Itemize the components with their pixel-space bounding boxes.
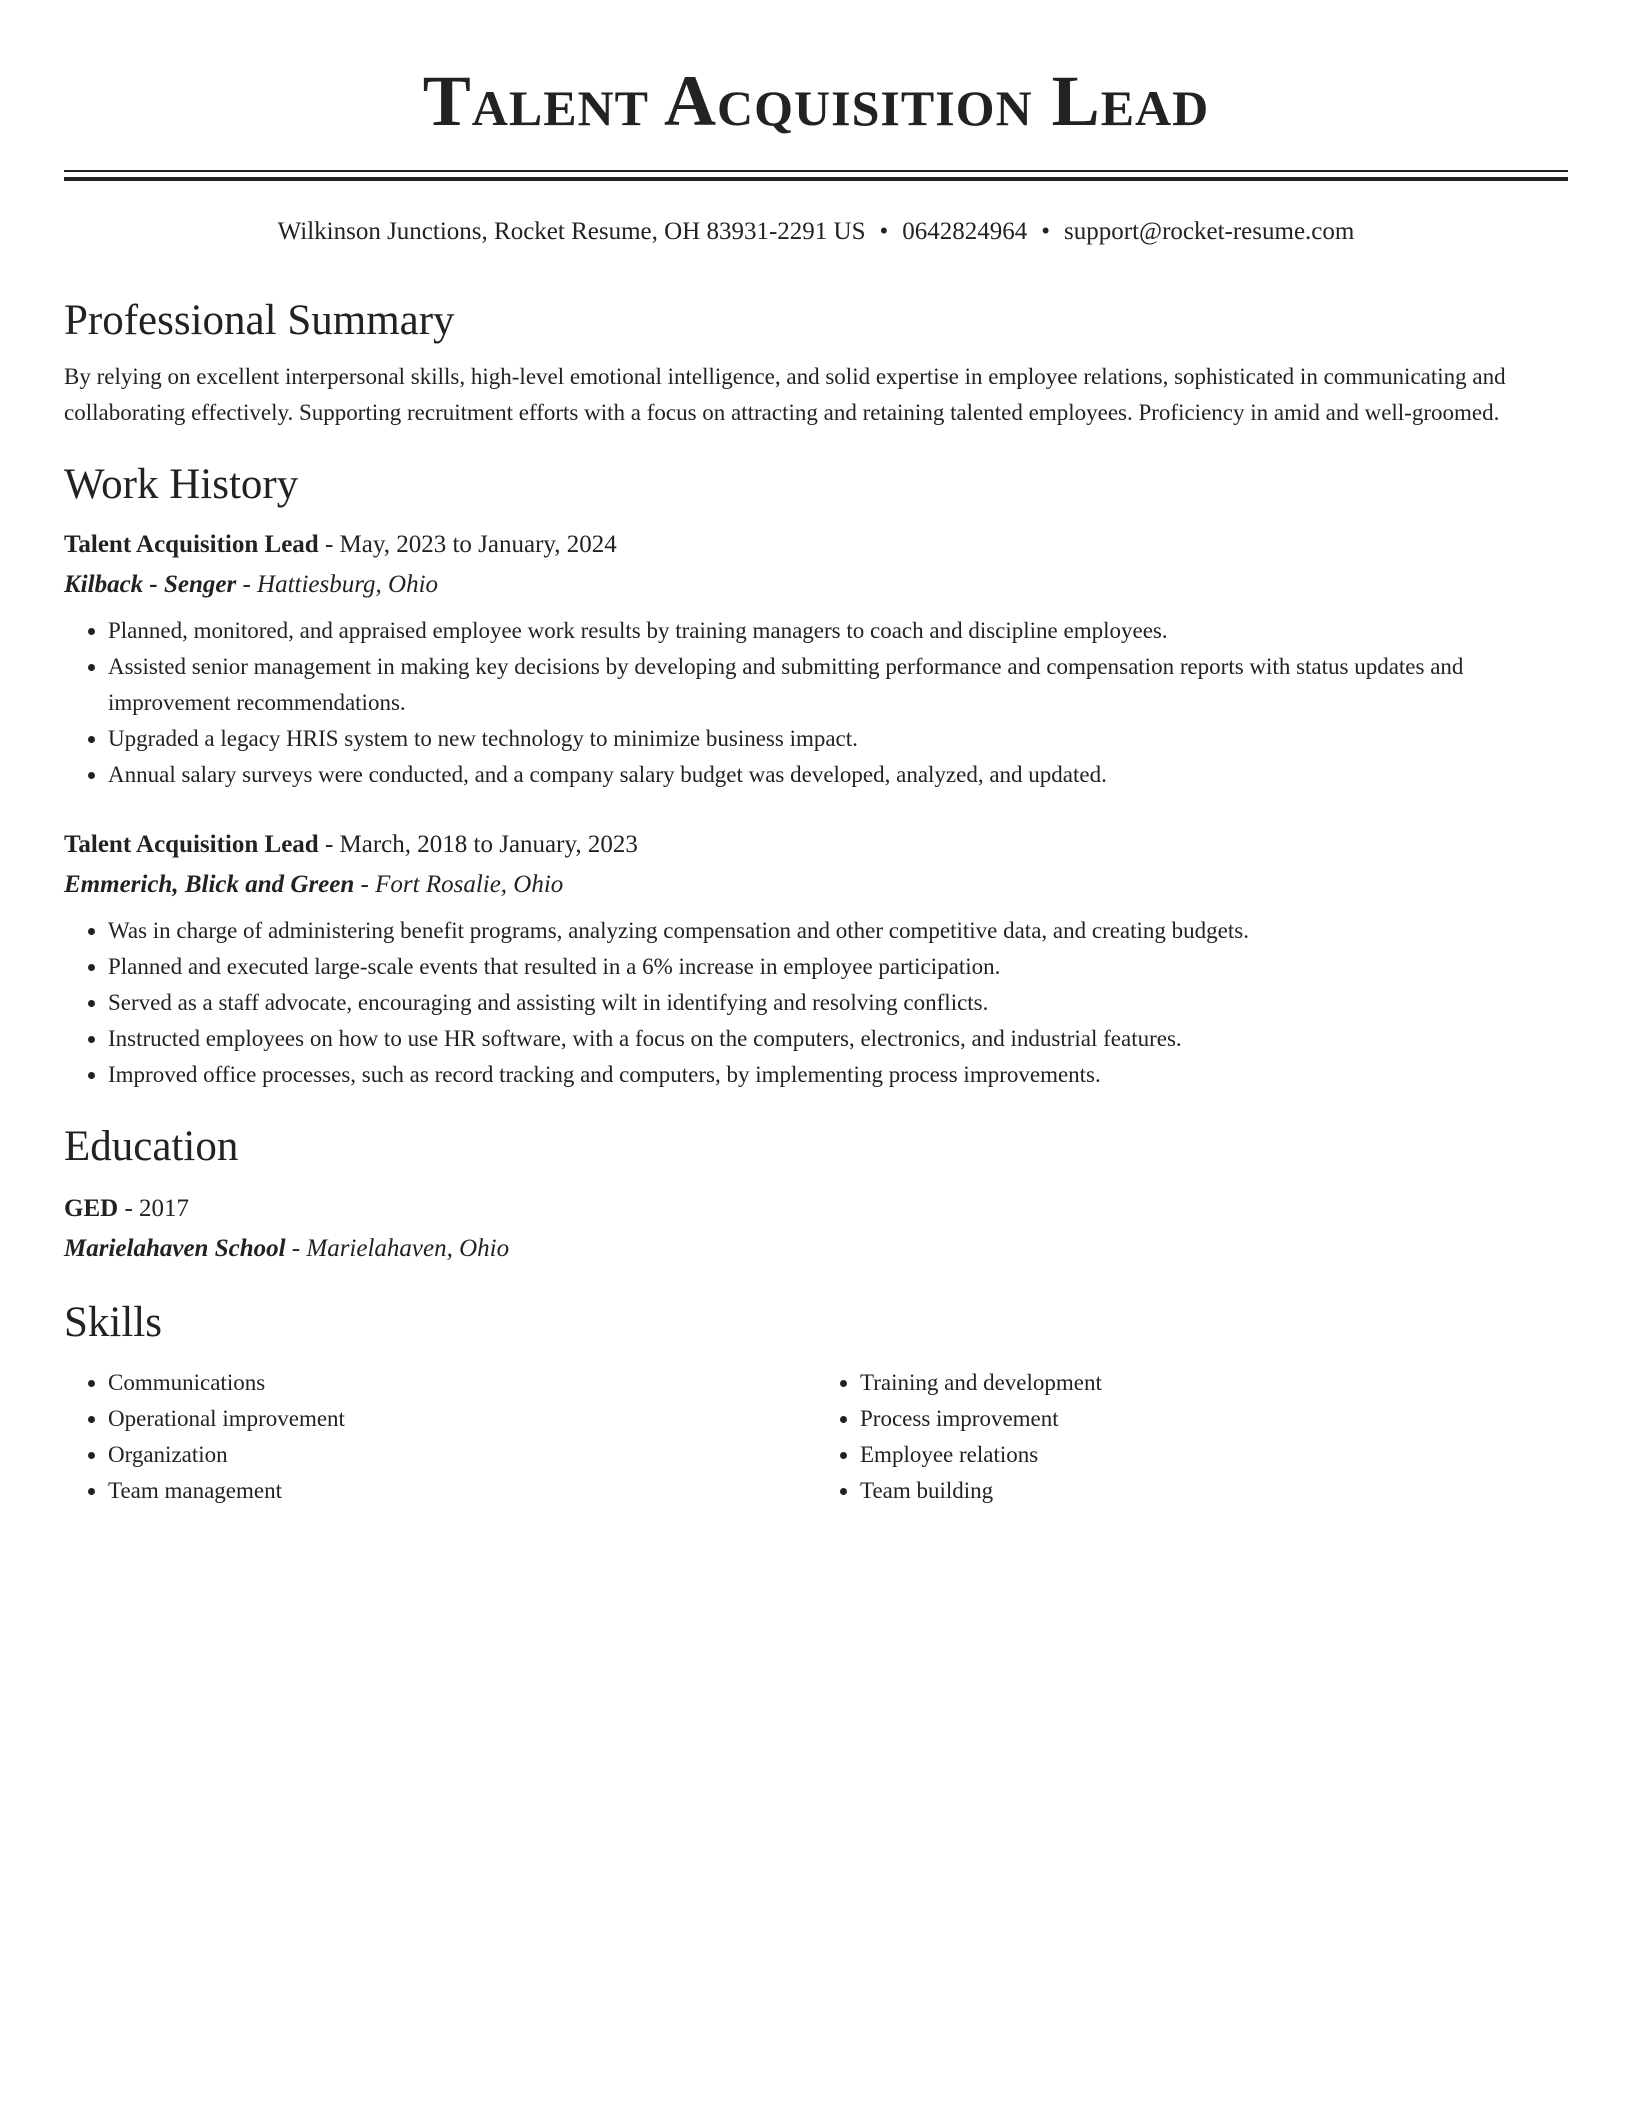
skill-item: • Team management	[108, 1473, 816, 1509]
contact-address: Wilkinson Junctions, Rocket Resume, OH 83931-2291 US	[277, 218, 866, 245]
contact-separator: •	[1041, 218, 1051, 245]
job-bullet: • Served as a staff advocate, encouraging and assisting wilt in identifying and resolving conflicts.	[108, 985, 1568, 1021]
job-location: - Hattiesburg, Ohio	[236, 571, 439, 598]
job-employer-line	[64, 565, 1568, 605]
header-divider-thin	[64, 170, 1568, 172]
job-bullet: • Upgraded a legacy HRIS system to new technology to minimize business impact.	[108, 721, 1568, 757]
job-company: Kilback - Senger	[64, 571, 237, 598]
education-year: - 2017	[118, 1195, 190, 1222]
contact-phone: 0642824964	[902, 218, 1028, 245]
contact-separator: •	[879, 218, 889, 245]
job-bullets	[64, 613, 1568, 793]
job-title-line	[64, 525, 1568, 565]
job-dates: - May, 2023 to January, 2024	[318, 531, 617, 558]
job-role: Talent Acquisition Lead	[64, 831, 319, 858]
job-entry	[64, 525, 1568, 793]
education-degree-line	[64, 1189, 1568, 1229]
work-history-heading: Work History	[64, 461, 299, 508]
job-bullets	[64, 913, 1568, 1093]
job-company: Emmerich, Blick and Green	[64, 871, 355, 898]
skill-item: • Training and development	[860, 1365, 1568, 1401]
skill-item: • Process improvement	[860, 1401, 1568, 1437]
job-dates: - March, 2018 to January, 2023	[318, 831, 638, 858]
contact-email: support@rocket-resume.com	[1064, 218, 1355, 245]
job-location: - Fort Rosalie, Ohio	[354, 871, 564, 898]
skill-item: • Team building	[860, 1473, 1568, 1509]
job-role: Talent Acquisition Lead	[64, 531, 319, 558]
job-bullet: • Was in charge of administering benefit programs, analyzing compensation and other competitive data, and creating budgets.	[108, 913, 1568, 949]
education-school-line	[64, 1229, 1568, 1269]
summary-text: By relying on excellent interpersonal skills, high-level emotional intelligence, and solid expertise in employee relations, sophisticated in communicating and collaborating effectively. Supporting recruitment efforts with a focus on attracting and retaining talented employees. Proficiency in amid and well-groomed.	[64, 364, 1506, 425]
job-bullet: • Improved office processes, such as record tracking and computers, by implementing process improvements.	[108, 1057, 1568, 1093]
education-heading: Education	[64, 1123, 239, 1170]
job-bullet: • Planned and executed large-scale events that resulted in a 6% increase in employee participation.	[108, 949, 1568, 985]
skill-item: • Operational improvement	[108, 1401, 816, 1437]
education-school: Marielahaven School	[64, 1235, 286, 1262]
job-bullet: • Instructed employees on how to use HR software, with a focus on the computers, electronics, and industrial features.	[108, 1021, 1568, 1057]
contact-line	[64, 215, 1568, 249]
job-employer-line	[64, 865, 1568, 905]
job-bullet: • Planned, monitored, and appraised employee work results by training managers to coach and discipline employees.	[108, 613, 1568, 649]
skill-item: • Communications	[108, 1365, 816, 1401]
skills-grid	[64, 1365, 1568, 1509]
skills-column-right	[816, 1365, 1568, 1509]
education-entry	[64, 1189, 1568, 1269]
job-title-line	[64, 825, 1568, 865]
header-divider-thick	[64, 177, 1568, 181]
job-bullet: • Assisted senior management in making key decisions by developing and submitting performance and compensation reports with status updates and improvement recommendations.	[108, 649, 1568, 721]
skill-item: • Organization	[108, 1437, 816, 1473]
candidate-name: Talent Acquisition Lead	[422, 61, 1210, 141]
job-bullet: • Annual salary surveys were conducted, and a company salary budget was developed, analyzed, and updated.	[108, 757, 1568, 793]
skills-column-left	[64, 1365, 816, 1509]
skill-item: • Employee relations	[860, 1437, 1568, 1473]
job-entry	[64, 825, 1568, 1093]
education-location: - Marielahaven, Ohio	[285, 1235, 510, 1262]
education-degree: GED	[64, 1195, 119, 1222]
summary-heading: Professional Summary	[64, 297, 455, 344]
skills-heading: Skills	[64, 1299, 162, 1346]
